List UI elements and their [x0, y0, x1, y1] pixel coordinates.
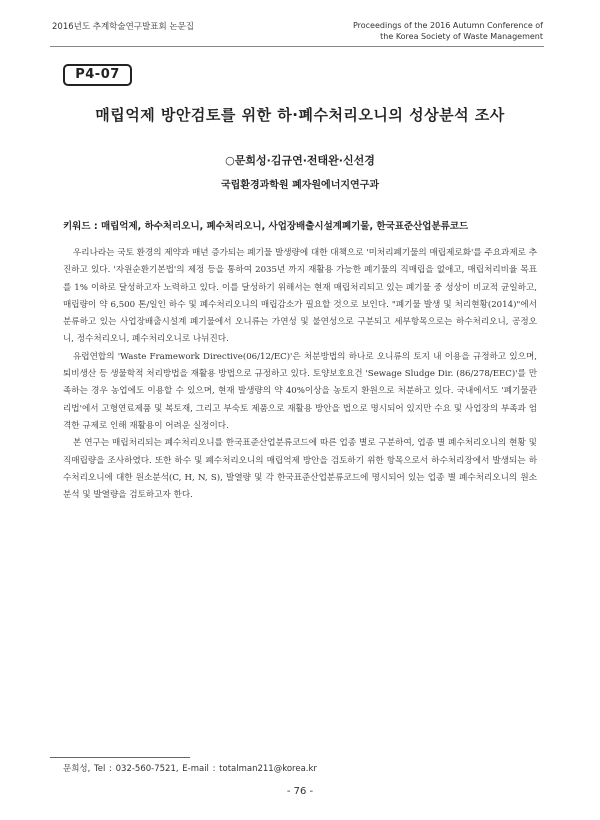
page-number: - 76 -: [286, 786, 314, 797]
header-divider: [50, 46, 544, 47]
abstract-body: [63, 245, 537, 504]
affiliation: 국립환경과학원 폐자원에너지연구과: [220, 180, 380, 191]
author-list: ○문희성·김규연·전태완·신선경: [225, 154, 375, 167]
running-header-right-line2: the Korea Society of Waste Management: [380, 32, 543, 41]
keywords: 키워드 : 매립억제, 하수처리오니, 폐수처리오니, 사업장배출시설계폐기물, 한국표준산업분류코드: [63, 221, 469, 232]
footnote-contact: 문희성, Tel : 032-560-7521, E-mail : totalman211@korea.kr: [63, 764, 317, 774]
body-paragraph: 우리나라는 국토 환경의 제약과 매년 증가되는 폐기물 발생량에 대한 대책으로 '미처리폐기물의 매립제로화'를 주요과제로 추진하고 있다. '자원순환기본법'의 제정 등을 통하여 2035년 까지 재활용 가능한 폐기물의 직매립을 없애고, 매립처리비율 목표를 1% 이하로 달성하고자 노력하고 있다. 이를 달성하기 위해서는 현재 매립처리되고 있는 폐기물 중 성상이 비교적 균일하고, 매립량이 약 6,500 톤/일인 하수 및 폐수처리오니의 매립감소가 필요할 것으로 보인다. "폐기물 발생 및 처리현황(2014)"에서 분류하고 있는 사업장배출시설계 폐기물에서 오니류는 가연성 및 불연성으로 구분되고 세부항목으로는 하수처리오니, 공정오니, 정수처리오니, 폐수처리오니로 나뉘진다.: [63, 248, 537, 345]
body-paragraph: 본 연구는 매립처리되는 폐수처리오니를 한국표준산업분류코드에 따른 업종 별로 구분하여, 업종 별 폐수처리오니의 현황 및 직매립량을 조사하였다. 또한 하수 및 폐수처리오니의 매립억제 방안을 검토하기 위한 항목으로서 하수처리장에서 발생되는 하수처리오니에 대한 원소분석(C, H, N, S), 발열량 및 각 한국표준산업분류코드에 명시되어 있는 업종 별 폐수처리오니의 원소분석 및 발열량을 검토하고자 한다.: [63, 438, 537, 501]
footnote-divider: [50, 757, 190, 758]
body-paragraph: 유럽연합의 'Waste Framework Directive(06/12/EC)'은 처분방법의 하나로 오니류의 토지 내 이용을 규정하고 있으며, 퇴비생산 등 생물학적 처리방법을 재활용 방법으로 규정하고 있다. 토양보호요건 'Sewage Sludge Dir. (86/278/EEC)'를 만족하는 경우 농업에도 이용할 수 있으며, 현재 발생량의 약 40%이상을 농토지 환원으로 처분하고 있다. 국내에서도 '폐기물관리법'에서 고형연료제품 및 복토재, 그리고 부숙토 제품으로 재활용 방안을 법으로 명시되어 있지만 수요 및 사업장의 부족과 엄격한 규제로 인해 재활용이 어려운 실정이다.: [63, 351, 537, 431]
running-header-left: 2016년도 추계학술연구발표회 논문집: [52, 22, 194, 32]
running-header-right: [353, 20, 543, 42]
running-header-right-line1: Proceedings of the 2016 Autumn Conference of: [352, 21, 543, 30]
paper-title: 매립억제 방안검토를 위한 하·폐수처리오니의 성상분석 조사: [95, 106, 505, 124]
paper-code-badge: P4-07: [63, 64, 132, 86]
